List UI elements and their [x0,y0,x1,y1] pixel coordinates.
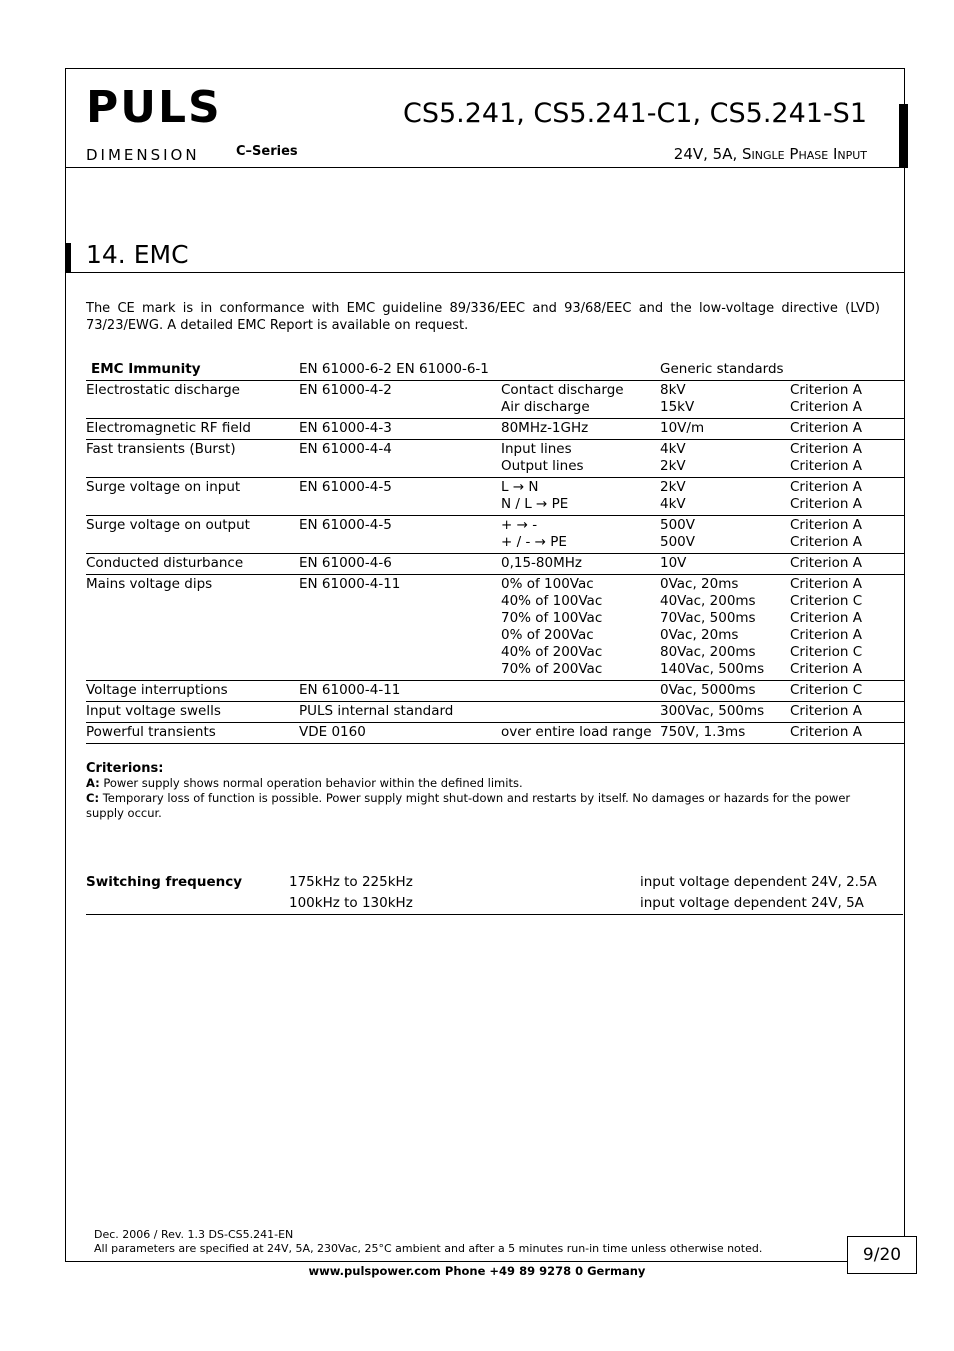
intro-paragraph: The CE mark is in conformance with EMC guideline 89/336/EEC and 93/68/EEC and the low-voltage directive (LVD) 73/23/EWG. A detailed EMC Report is available on request. [86,301,880,333]
standard-cell [299,702,501,723]
level: 2kV [660,479,686,495]
criterion-cell [790,478,905,516]
test-name: Electrostatic discharge [86,382,240,398]
series-label: C–Series [236,144,298,159]
level-cell [660,478,790,516]
emc-table-header [86,360,905,381]
emc-table-row [86,554,905,575]
level: 750V, 1.3ms [660,724,746,740]
criterion: Criterion A [790,724,862,740]
level: 40Vac, 200ms [660,593,756,609]
footer-contact: www.pulspower.com Phone +49 89 9278 0 Germany [308,1264,646,1278]
emc-table [86,360,905,744]
condition: 0% of 200Vac [501,627,594,643]
level: 4kV [660,441,686,457]
condition: N / L → PE [501,496,569,512]
criterion-cell [790,554,905,575]
condition: 80MHz-1GHz [501,420,589,436]
product-title: CS5.241, CS5.241-C1, CS5.241-S1 [402,98,867,129]
level: 70Vac, 500ms [660,610,756,626]
standard-cell [299,723,501,744]
criterion: Criterion A [790,576,862,592]
section-divider [65,272,905,273]
criterion: Criterion A [790,610,862,626]
standard: VDE 0160 [299,724,366,740]
test-name: Surge voltage on input [86,479,241,495]
condition: 40% of 200Vac [501,644,603,660]
level: 140Vac, 500ms [660,661,765,677]
criterion-cell [790,419,905,440]
standard-cell [299,516,501,554]
criterion: Criterion A [790,382,862,398]
criterion: Criterion A [790,458,862,474]
standard: PULS internal standard [299,703,454,719]
criterions-heading: Criterions: [86,761,164,776]
header-cell [790,360,905,381]
section-title: 14. EMC [86,240,189,269]
section-marker [65,243,71,272]
test-name: Conducted disturbance [86,555,244,571]
condition: 70% of 100Vac [501,610,603,626]
standard-cell [299,381,501,419]
level: 10V [660,555,687,571]
header-divider [65,167,905,168]
level-cell [660,381,790,419]
switching-frequency-table [86,872,903,915]
header-cell: Generic standards [660,361,784,377]
test-name-cell [86,440,299,478]
switching-note: input voltage dependent 24V, 2.5A [640,874,877,890]
condition: + / - → PE [501,534,567,550]
condition-cell [501,419,660,440]
criterion-cell [790,381,905,419]
condition: Air discharge [501,399,590,415]
switching-label-empty [86,893,289,915]
level-cell [660,723,790,744]
emc-table-row [86,516,905,554]
level: 0Vac, 20ms [660,627,739,643]
level-cell [660,681,790,702]
test-name: Fast transients (Burst) [86,441,236,457]
standard: EN 61000-4-4 [299,441,392,457]
condition-cell [501,702,660,723]
standard: EN 61000-4-3 [299,420,392,436]
switching-value: 100kHz to 130kHz [289,893,640,915]
level: 80Vac, 200ms [660,644,756,660]
criterions-block [86,761,856,821]
test-name-cell [86,681,299,702]
condition-cell [501,681,660,702]
level-cell [660,554,790,575]
standard-cell [299,554,501,575]
level: 500V [660,534,696,550]
header-cell: EMC Immunity [91,361,201,377]
switching-row [86,893,903,915]
condition-cell [501,478,660,516]
test-name: Electromagnetic RF field [86,420,251,436]
level-cell [660,440,790,478]
emc-table-row [86,681,905,702]
condition: Contact discharge [501,382,624,398]
criterion-cell [790,723,905,744]
criterion-a-text: Power supply shows normal operation behavior within the defined limits. [103,776,523,790]
criterion-a [86,776,856,791]
standard: EN 61000-4-11 [299,576,401,592]
standard-cell [299,440,501,478]
switching-note: input voltage dependent 24V, 5A [640,893,903,915]
subtitle-smallcaps: Single Phase Input [742,145,867,163]
level: 10V/m [660,420,705,436]
standard-cell [299,575,501,681]
criterion: Criterion A [790,441,862,457]
emc-table-row [86,723,905,744]
footer-notes [94,1228,762,1256]
test-name-cell [86,575,299,681]
product-subtitle [674,145,867,163]
emc-table-row [86,575,905,681]
standard: EN 61000-4-11 [299,682,401,698]
level-cell [660,419,790,440]
test-name-cell [86,702,299,723]
level: 2kV [660,458,686,474]
criterion: Criterion A [790,399,862,415]
criterion: Criterion C [790,682,863,698]
standard-cell [299,478,501,516]
switching-row [86,872,903,893]
level: 15kV [660,399,695,415]
level-cell [660,516,790,554]
test-name: Powerful transients [86,724,216,740]
condition-cell [501,516,660,554]
emc-table-row [86,478,905,516]
emc-table-row [86,702,905,723]
header-cell: EN 61000-6-2 EN 61000-6-1 [299,361,489,377]
page-number: 9/20 [847,1236,917,1274]
condition: + → - [501,517,538,533]
switching-value: 175kHz to 225kHz [289,874,413,890]
criterion-cell [790,440,905,478]
test-name-cell [86,723,299,744]
condition: over entire load range [501,724,652,740]
emc-table-row [86,419,905,440]
criterion: Criterion A [790,627,862,643]
condition: 40% of 100Vac [501,593,603,609]
header-cell [501,360,660,381]
emc-table-row [86,440,905,478]
condition: 0,15-80MHz [501,555,582,571]
test-name-cell [86,478,299,516]
condition: Input lines [501,441,572,457]
criterion: Criterion C [790,593,863,609]
condition-cell [501,440,660,478]
criterion-cell [790,575,905,681]
criterion: Criterion C [790,644,863,660]
criterion-c-key: C: [86,791,100,805]
test-name: Input voltage swells [86,703,221,719]
test-name-cell [86,516,299,554]
level: 8kV [660,382,686,398]
criterion: Criterion A [790,496,862,512]
criterion: Criterion A [790,517,862,533]
test-name: Voltage interruptions [86,682,228,698]
standard-cell [299,419,501,440]
test-name: Surge voltage on output [86,517,250,533]
standard: EN 61000-4-5 [299,479,392,495]
criterion-cell [790,516,905,554]
standard: EN 61000-4-5 [299,517,392,533]
test-name-cell [86,381,299,419]
criterion-c [86,791,856,821]
criterion: Criterion A [790,420,862,436]
condition-cell [501,575,660,681]
subtitle-prefix: 24V, 5A, [673,145,743,163]
puls-logo: PULS [86,82,222,133]
emc-table-row [86,381,905,419]
condition-cell [501,723,660,744]
criterion-cell [790,702,905,723]
level: 300Vac, 500ms [660,703,765,719]
criterion-c-text: Temporary loss of function is possible. Power supply might shut-down and restarts by itself. No damages or hazards for the power supply occur. [86,791,851,820]
criterion-a-key: A: [86,776,100,790]
condition-cell [501,554,660,575]
condition: 70% of 200Vac [501,661,603,677]
criterion: Criterion A [790,534,862,550]
level: 0Vac, 5000ms [660,682,756,698]
header-black-bar [899,104,908,168]
level: 0Vac, 20ms [660,576,739,592]
level-cell [660,575,790,681]
level-cell [660,702,790,723]
level: 4kV [660,496,686,512]
standard-cell [299,681,501,702]
condition: 0% of 100Vac [501,576,594,592]
criterion: Criterion A [790,703,862,719]
condition: Output lines [501,458,584,474]
condition: L → N [501,479,539,495]
test-name: Mains voltage dips [86,576,213,592]
test-name-cell [86,419,299,440]
test-name-cell [86,554,299,575]
criterion: Criterion A [790,661,862,677]
criterion-cell [790,681,905,702]
criterion: Criterion A [790,555,862,571]
condition-cell [501,381,660,419]
switching-label: Switching frequency [86,874,243,890]
standard: EN 61000-4-6 [299,555,392,571]
level: 500V [660,517,696,533]
footer-conditions: All parameters are specified at 24V, 5A, 230Vac, 25°C ambient and after a 5 minutes run-in time unless otherwise noted. [94,1242,763,1255]
standard: EN 61000-4-2 [299,382,392,398]
dimension-brand: DIMENSION [86,146,200,164]
footer-revision: Dec. 2006 / Rev. 1.3 DS-CS5.241-EN [94,1228,294,1241]
criterion: Criterion A [790,479,862,495]
